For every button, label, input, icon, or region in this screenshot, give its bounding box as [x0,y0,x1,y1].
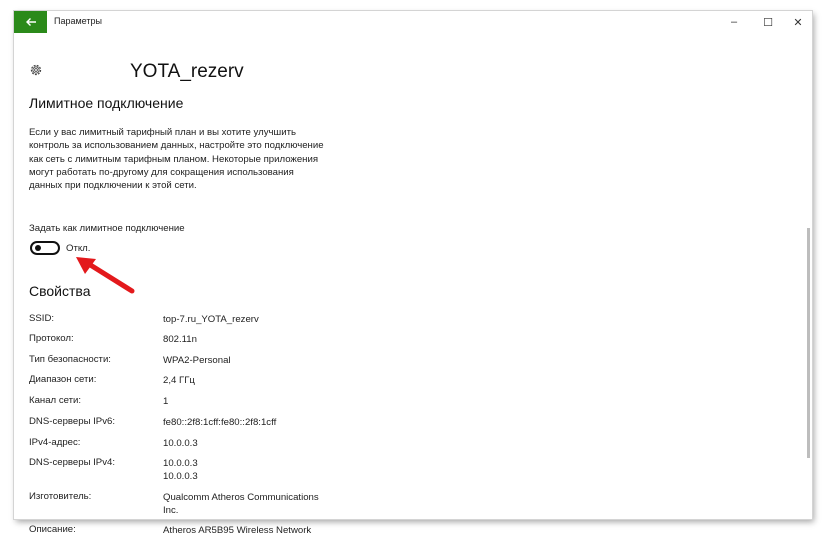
prop-value: Atheros AR5B95 Wireless Network [163,525,312,536]
prop-value: 10.0.0.3 [163,438,198,449]
metered-toggle[interactable] [30,241,60,255]
prop-value: 10.0.0.3 [163,471,198,482]
prop-label: Диапазон сети: [29,374,97,385]
toggle-knob [35,245,41,251]
prop-label: Изготовитель: [29,491,92,502]
metered-title: Лимитное подключение [29,95,184,111]
prop-label: Тип безопасности: [29,354,111,365]
back-arrow-icon [25,17,37,27]
settings-window [14,11,812,536]
prop-label: DNS-серверы IPv4: [29,457,116,468]
metered-toggle-label: Задать как лимитное подключение [29,223,185,234]
settings-content [14,33,812,536]
back-button[interactable] [14,11,47,33]
prop-value: 2,4 ГГц [163,375,195,386]
minimize-button[interactable]: – [730,16,738,28]
red-arrow-annotation [74,251,154,311]
prop-value: 802.11n [163,334,197,345]
window-title: Параметры [54,16,102,26]
gear-icon [29,63,43,77]
scrollbar[interactable] [807,228,810,458]
network-name: YOTA_rezerv [130,61,244,82]
prop-value: WPA2-Personal [163,355,231,366]
prop-label: DNS-серверы IPv6: [29,416,116,427]
prop-label: Протокол: [29,333,74,344]
toggle-state: Откл. [66,243,91,254]
close-button[interactable]: ✕ [793,16,803,29]
prop-label: IPv4-адрес: [29,437,81,448]
prop-value: top-7.ru_YOTA_rezerv [163,314,259,325]
prop-value: fe80::2f8:1cff:fe80::2f8:1cff [163,417,277,428]
prop-value: Qualcomm Atheros Communications [163,492,319,503]
prop-value: 1 [163,396,169,407]
properties-title: Свойства [29,283,91,299]
prop-label: Канал сети: [29,395,82,406]
prop-label: Описание: [29,524,76,535]
prop-value: Inc. [163,505,179,516]
title-bar [14,11,812,33]
prop-value: 10.0.0.3 [163,458,198,469]
prop-label: SSID: [29,313,55,324]
metered-description: Если у вас лимитный тарифный план и вы хотите улучшить контроль за использованием данных, настройте это подключение как сеть с лимитным тарифным планом. Некоторые приложения могут работать по-другому для сокращения использования данных при подключении к этой сети. [29,127,324,192]
maximize-button[interactable]: ☐ [763,16,773,29]
